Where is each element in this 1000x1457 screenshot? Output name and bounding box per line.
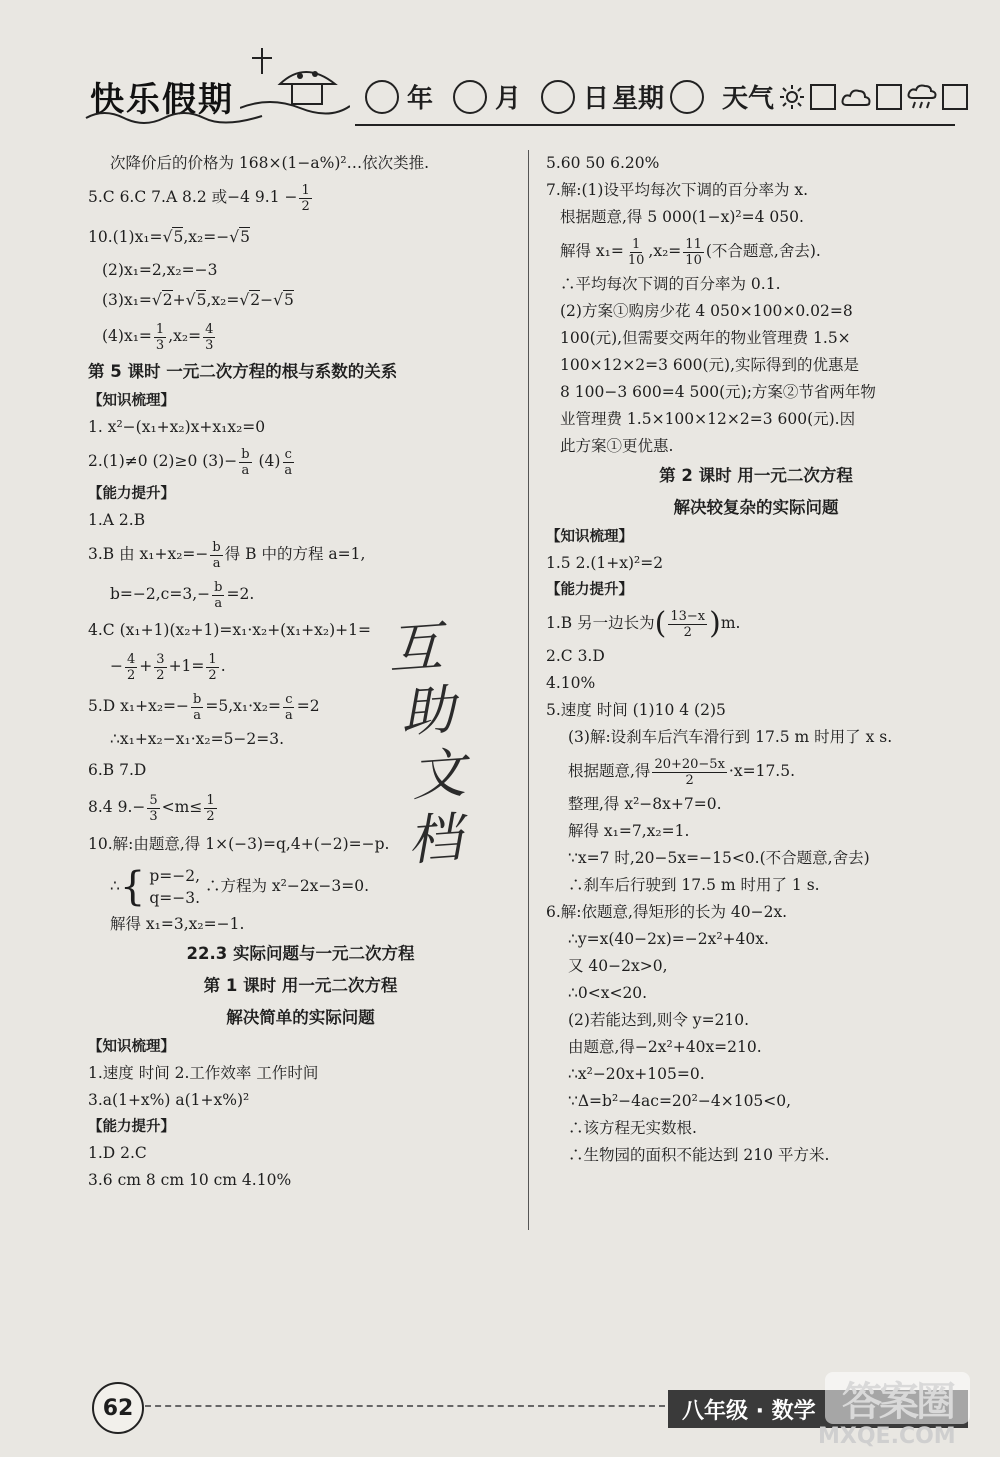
page-number: 62 — [92, 1382, 144, 1434]
answer-line: 1.B 另一边长为( $\frac{13-x}{2}$ )m. — [546, 606, 741, 641]
answer-line: (2)x₁=2,x₂=−3 — [102, 261, 218, 279]
grade-subject-label: 八年级 · 数学 — [668, 1390, 968, 1428]
answer-line: 1.A 2.B — [88, 511, 146, 529]
header-rule — [355, 124, 955, 126]
weather-field — [722, 78, 968, 115]
subsection-label: 【知识梳理】 — [546, 529, 633, 545]
mushroom-house-decoration-icon — [240, 46, 350, 116]
answer-line: 此方案①更优惠. — [560, 437, 674, 455]
answer-line: 3.6 cm 8 cm 10 cm 4.10% — [88, 1171, 292, 1189]
answer-line: ∴x₁+x₂−x₁·x₂=5−2=3. — [110, 730, 285, 748]
weather-label: 天气 — [722, 84, 775, 114]
answer-line: 由题意,得−2x²+40x=210. — [568, 1038, 762, 1056]
answer-line: 5.速度 时间 (1)10 4 (2)5 — [546, 701, 726, 719]
page-header — [0, 0, 1000, 150]
footer-rule — [145, 1405, 665, 1407]
answer-line: 1.速度 时间 2.工作效率 工作时间 — [88, 1064, 319, 1082]
month-blank[interactable] — [453, 80, 487, 114]
answer-line: (3)x₁=√2+√5,x₂=√2−√5 — [102, 291, 294, 309]
date-fields — [365, 78, 621, 115]
section-title: 解决简单的实际问题 — [226, 1008, 375, 1027]
answer-line: 次降价后的价格为 168×(1−a%)²…依次类推. — [110, 154, 430, 172]
watermark-logo: 答案圈 — [825, 1372, 970, 1424]
answer-line: 3.a(1+x%) a(1+x%)² — [88, 1091, 250, 1109]
answer-line: ∴0<x<20. — [568, 984, 648, 1002]
subsection-label: 【能力提升】 — [546, 582, 633, 598]
answer-line: ∴{ p=−2, q=−3. ∴方程为 x²−2x−3=0. — [110, 864, 370, 910]
answer-line: 6.B 7.D — [88, 761, 147, 779]
subsection-label: 【能力提升】 — [88, 486, 175, 502]
answer-line: 3.B 由 x₁+x₂=− $\frac{b}{a}$ 得 B 中的方程 a=1, — [88, 539, 366, 571]
answer-line: ∴生物园的面积不能达到 210 平方米. — [568, 1146, 830, 1164]
answer-line: ∴x²−20x+105=0. — [568, 1065, 705, 1083]
handwritten-annotation: 互 助 文 档 — [386, 614, 468, 873]
right-column — [546, 150, 966, 1169]
subsection-label: 【知识梳理】 — [88, 393, 175, 409]
answer-line: ∵Δ=b²−4ac=20²−4×105<0, — [568, 1092, 792, 1110]
subsection-label: 【知识梳理】 — [88, 1039, 175, 1055]
watermark-url: MXQE.COM — [818, 1424, 956, 1449]
answer-line: 2.(1)≠0 (2)≥0 (3)− $\frac{b}{a}$ (4) $\frac{c}{a}$ — [88, 446, 293, 478]
answer-line: (2)方案①购房少花 4 050×100×0.02=8 — [560, 302, 853, 320]
rainy-checkbox[interactable] — [942, 84, 968, 110]
answer-line: 5.60 50 6.20% — [546, 154, 660, 172]
cloud-icon — [841, 85, 871, 109]
answer-line: 又 40−2x>0, — [568, 957, 668, 975]
answer-line: 1.D 2.C — [88, 1144, 147, 1162]
answer-line: 整理,得 x²−8x+7=0. — [568, 795, 722, 813]
answer-line: ∴y=x(40−2x)=−2x²+40x. — [568, 930, 769, 948]
section-title: 解决较复杂的实际问题 — [673, 498, 839, 517]
answer-line: 解得 x₁= $\frac{1}{10}$ ,x₂= $\frac{11}{10}$ (不合题意,舍去). — [560, 236, 821, 268]
header-title: 快乐假期 — [90, 80, 234, 120]
section-title: 22.3 实际问题与一元二次方程 — [186, 944, 415, 963]
swirl-underline-icon — [84, 108, 264, 128]
answer-line: (2)若能达到,则令 y=210. — [568, 1011, 750, 1029]
answer-line: b=−2,c=3,− $\frac{b}{a}$ =2. — [110, 579, 255, 611]
answer-line: 8.4 9.− $\frac{5}{3}$ <m≤ $\frac{1}{2}$ — [88, 792, 215, 824]
answer-line: (3)解:设刹车后汽车滑行到 17.5 m 时用了 x s. — [568, 728, 893, 746]
section-title: 第 2 课时 用一元二次方程 — [659, 466, 853, 485]
weekday-field — [612, 78, 704, 115]
year-blank[interactable] — [365, 80, 399, 114]
answer-line: (4)x₁= $\frac{1}{3}$ ,x₂= $\frac{4}{3}$ — [102, 321, 214, 353]
section-title: 第 1 课时 用一元二次方程 — [203, 976, 398, 995]
answer-line: ∵x=7 时,20−5x=−15<0.(不合题意,舍去) — [568, 849, 870, 867]
answer-line: ∴该方程无实数根. — [568, 1119, 697, 1137]
answer-line: 4.C (x₁+1)(x₂+1)=x₁·x₂+(x₁+x₂)+1= — [88, 621, 372, 639]
answer-line: 100×12×2=3 600(元),实际得到的优惠是 — [560, 356, 860, 374]
weekday-label: 星期 — [612, 84, 665, 114]
answer-line: 根据题意,得 $\frac{20+20-5x}{2}$ ·x=17.5. — [568, 756, 796, 788]
answer-line: 解得 x₁=3,x₂=−1. — [110, 915, 245, 933]
answer-line: 业管理费 1.5×100×12×2=3 600(元).因 — [560, 410, 856, 428]
answer-line: − $\frac{4}{2}$ + $\frac{3}{2}$ +1= $\frac{1}{2}$ . — [110, 651, 226, 683]
column-divider — [528, 150, 529, 1230]
answer-line: 7.解:(1)设平均每次下调的百分率为 x. — [546, 181, 809, 199]
answer-line: 解得 x₁=7,x₂=1. — [568, 822, 690, 840]
subsection-label: 【能力提升】 — [88, 1119, 175, 1135]
answer-line: 1.5 2.(1+x)²=2 — [546, 554, 664, 572]
sun-icon — [779, 84, 805, 110]
answer-line: 2.C 3.D — [546, 647, 605, 665]
answer-line: 1. x²−(x₁+x₂)x+x₁x₂=0 — [88, 418, 266, 436]
day-label: 日 — [583, 84, 610, 114]
year-label: 年 — [407, 84, 434, 114]
section-title: 第 5 课时 一元二次方程的根与系数的关系 — [88, 362, 398, 381]
answer-line: 100(元),但需要交两年的物业管理费 1.5× — [560, 329, 851, 347]
answer-line: ∴平均每次下调的百分率为 0.1. — [560, 275, 781, 293]
day-blank[interactable] — [541, 80, 575, 114]
answer-line: ∴刹车后行驶到 17.5 m 时用了 1 s. — [568, 876, 820, 894]
answer-line: 10.(1)x₁=√5,x₂=−√5 — [88, 228, 250, 246]
fraction: $\frac{1}{2}$ — [301, 182, 310, 214]
weekday-blank[interactable] — [670, 80, 704, 114]
answer-line: 根据题意,得 5 000(1−x)²=4 050. — [560, 208, 804, 226]
rain-icon — [907, 84, 937, 110]
cloudy-checkbox[interactable] — [876, 84, 902, 110]
answer-line: 5.C 6.C 7.A 8.2 或−4 9.1 − $\frac{1}{2}$ — [88, 182, 310, 214]
answer-line: 8 100−3 600=4 500(元);方案②节省两年物 — [560, 383, 876, 401]
answer-line: 6.解:依题意,得矩形的长为 40−2x. — [546, 903, 788, 921]
answer-line: 4.10% — [546, 674, 596, 692]
answer-line: 5.D x₁+x₂=− $\frac{b}{a}$ =5,x₁·x₂= $\frac{c}{a}$ =2 — [88, 691, 320, 723]
sunny-checkbox[interactable] — [810, 84, 836, 110]
answer-line: 10.解:由题意,得 1×(−3)=q,4+(−2)=−p. — [88, 835, 390, 853]
month-label: 月 — [495, 84, 522, 114]
